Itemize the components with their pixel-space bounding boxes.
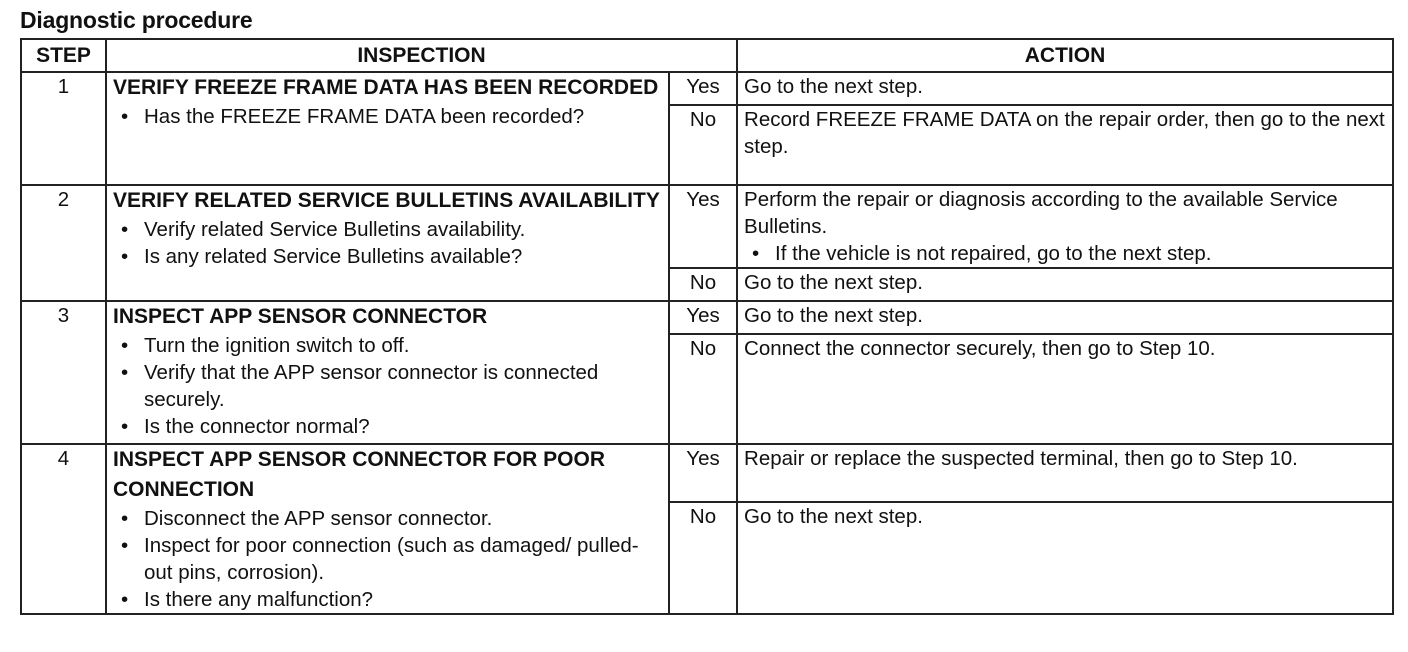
yes-action: Go to the next step. — [737, 301, 1393, 334]
inspection-title: VERIFY RELATED SERVICE BULLETINS AVAILABILITY — [113, 189, 660, 212]
list-item: • Has the FREEZE FRAME DATA been recorded? — [121, 105, 585, 128]
bullet-icon: • — [121, 361, 129, 384]
no-action: Go to the next step. — [737, 268, 1393, 301]
inspection-bullets — [113, 505, 662, 613]
step-number: 4 — [21, 444, 106, 614]
table-row — [21, 185, 1393, 268]
inspection-cell — [106, 72, 669, 185]
table-row — [21, 301, 1393, 334]
list-item: • Inspect for poor connection (such as damaged/ pulled-out pins, corrosion). — [121, 534, 639, 584]
inspection-column-header: INSPECTION — [106, 39, 737, 72]
bullet-icon: • — [121, 415, 129, 438]
inspection-cell — [106, 444, 669, 614]
inspection-cell — [106, 185, 669, 301]
no-action: Record FREEZE FRAME DATA on the repair order, then go to the next step. — [737, 105, 1393, 185]
no-label: No — [669, 502, 737, 614]
no-label: No — [669, 334, 737, 444]
header-row — [21, 39, 1393, 72]
step-number: 1 — [21, 72, 106, 185]
inspection-title: INSPECT APP SENSOR CONNECTOR — [113, 305, 488, 328]
list-item: • Verify related Service Bulletins availability. — [121, 218, 526, 241]
bullet-icon: • — [121, 245, 129, 268]
inspection-bullets — [113, 332, 662, 440]
list-item: • Is there any malfunction? — [121, 588, 374, 611]
table-row — [21, 72, 1393, 105]
bullet-icon: • — [121, 334, 129, 357]
inspection-bullets — [113, 103, 662, 130]
step-column-header: STEP — [21, 39, 106, 72]
bullet-icon: • — [121, 534, 129, 557]
diagnostic-procedure-table — [20, 38, 1394, 615]
no-action: Go to the next step. — [737, 502, 1393, 614]
inspection-title: VERIFY FREEZE FRAME DATA HAS BEEN RECORDED — [113, 76, 659, 99]
bullet-icon: • — [121, 105, 129, 128]
list-item: • Is any related Service Bulletins available? — [121, 245, 523, 268]
no-label: No — [669, 268, 737, 301]
page-title: Diagnostic procedure — [20, 7, 253, 33]
inspection-title: INSPECT APP SENSOR CONNECTOR FOR POOR CONNECTION — [113, 448, 606, 501]
yes-action-cell — [737, 185, 1393, 268]
list-item: • If the vehicle is not repaired, go to the next step. — [752, 242, 1212, 265]
yes-action: Perform the repair or diagnosis according to the available Service Bulletins. — [744, 188, 1338, 238]
inspection-cell — [106, 301, 669, 444]
yes-label: Yes — [669, 301, 737, 334]
yes-label: Yes — [669, 444, 737, 502]
yes-action: Repair or replace the suspected terminal, then go to Step 10. — [737, 444, 1393, 502]
list-item: • Disconnect the APP sensor connector. — [121, 507, 493, 530]
bullet-icon: • — [121, 218, 129, 241]
bullet-icon: • — [121, 588, 129, 611]
action-bullets — [744, 240, 1386, 267]
list-item: • Verify that the APP sensor connector is connected securely. — [121, 361, 599, 411]
yes-label: Yes — [669, 72, 737, 105]
step-number: 2 — [21, 185, 106, 301]
bullet-icon: • — [752, 242, 760, 265]
inspection-bullets — [113, 216, 662, 270]
bullet-icon: • — [121, 507, 129, 530]
no-action: Connect the connector securely, then go to Step 10. — [737, 334, 1393, 444]
table-row — [21, 444, 1393, 502]
yes-label: Yes — [669, 185, 737, 268]
list-item: • Turn the ignition switch to off. — [121, 334, 410, 357]
yes-action: Go to the next step. — [737, 72, 1393, 105]
action-column-header: ACTION — [737, 39, 1393, 72]
list-item: • Is the connector normal? — [121, 415, 370, 438]
no-label: No — [669, 105, 737, 185]
step-number: 3 — [21, 301, 106, 444]
